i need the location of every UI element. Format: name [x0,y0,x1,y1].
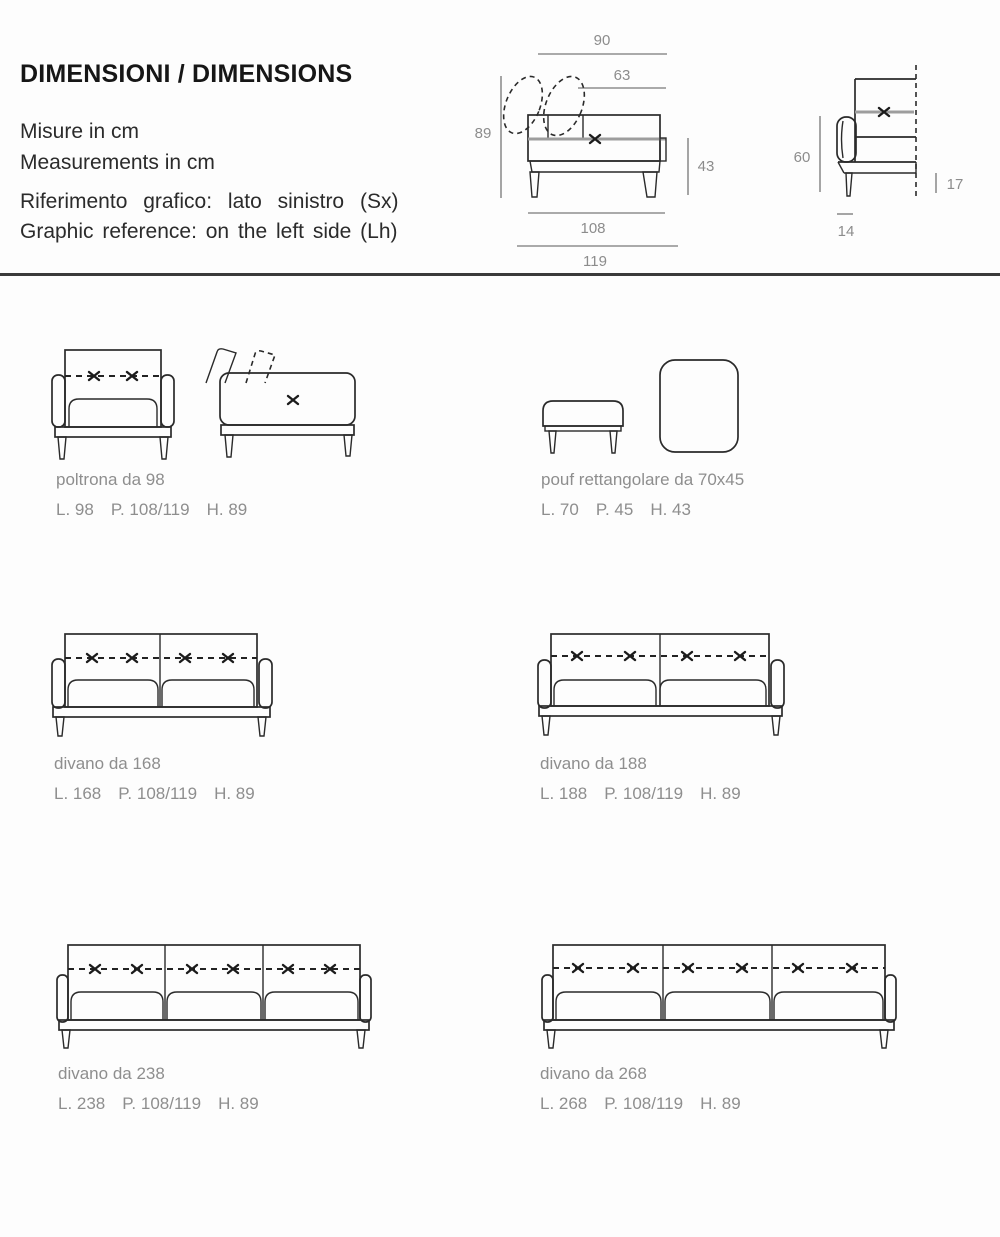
leg-outline [56,717,64,736]
leg-outline [549,431,556,453]
sofa-side-drawing [496,71,666,197]
product-name-divano-168: divano da 168 [54,754,161,773]
sofa-188-front-view-drawing [536,630,786,740]
dim-back-width-value: 63 [613,67,631,84]
dim-seat-height-value: 43 [697,158,715,175]
stitch-mark-icon [132,965,142,973]
graphic-reference-english: Graphic reference: on the left side (Lh) [20,220,398,243]
dim-depth: P. 108/119 [604,784,684,803]
stitch-mark-icon [683,964,693,972]
dim-seat-depth-value: 108 [580,220,606,237]
arm-drawing [837,65,916,200]
sofa-268-front-view-drawing [540,940,900,1052]
depth-63-dimension [578,67,666,88]
seat-cushion-outline [265,992,358,1020]
leg-outline [542,716,550,735]
product-dimensions-poltrona [56,500,247,520]
seat-cushion-outline [162,680,254,707]
product-name-poltrona: poltrona da 98 [56,470,165,489]
seat-cushion-outline [665,992,770,1020]
seat-cushion-outline [69,399,157,427]
dim-height: H. 89 [700,1094,741,1113]
product-dimensions-divano-168 [54,784,255,804]
leg-outline [225,435,233,457]
pouf-front-view-drawing [540,398,630,458]
dim-back-height-value: 60 [793,149,811,166]
armrest-outline [52,659,65,708]
section-divider [0,273,1000,276]
stitch-mark-icon [288,396,298,404]
leg-outline [160,437,168,459]
armrest-outline [52,375,65,427]
dim-height: H. 89 [206,500,248,519]
armchair-front-view-drawing [50,345,180,463]
dim-arm-width-value: 14 [837,223,855,240]
stitch-mark-icon [187,965,197,973]
product-dimensions-divano-188 [540,784,741,804]
leg-outline [258,717,266,736]
seat-cushion-outline [660,680,766,706]
dim-length: L. 238 [58,1094,106,1113]
dim-length: L. 70 [541,500,579,519]
pouf-top-view-drawing [657,357,743,457]
product-name-pouf: pouf rettangolare da 70x45 [541,470,745,489]
dim-top-width-value: 90 [593,32,611,49]
product-name-divano-268: divano da 268 [540,1064,647,1083]
dim-length: L. 188 [540,784,588,803]
stitch-mark-icon [573,964,583,972]
units-note-italian: Misure in cm [20,120,140,143]
dim-height: H. 89 [700,784,741,803]
product-name-divano-188: divano da 188 [540,754,647,773]
dim-total-depth-value: 119 [583,253,607,270]
foot-height-17-dimension [936,173,963,193]
back-cushion-outline [246,351,275,383]
armrest-outline [885,975,896,1022]
seat-cushion-outline [71,992,163,1020]
armrest-outline [57,975,68,1022]
armchair-side-view-drawing [198,345,360,463]
graphic-reference-italian: Riferimento grafico: lato sinistro (Sx) [20,190,399,213]
arm-width-14-dimension [837,214,854,240]
product-dimensions-divano-268 [540,1094,741,1114]
product-name-divano-238: divano da 238 [58,1064,165,1083]
stitch-mark-icon [628,964,638,972]
dim-depth: P. 108/119 [118,784,198,803]
leg-outline [610,431,617,453]
product-dimensions-divano-238 [58,1094,259,1114]
dim-foot-height-value: 17 [946,176,964,193]
armrest-outline [360,975,371,1022]
seat-cushion-outline [68,680,158,707]
dim-length: L. 168 [54,784,102,803]
leg-outline [62,1030,70,1048]
armrest-outline [161,375,174,427]
units-note-english: Measurements in cm [20,151,215,174]
dim-height: H. 89 [214,784,255,803]
page-title: DIMENSIONI / DIMENSIONS [20,60,353,88]
seat-height-43-dimension [688,138,714,195]
dim-height-value: 89 [474,125,492,142]
leg-outline [772,716,780,735]
sofa-side-view-dimension-drawing [470,25,720,270]
back-cushion-outline [536,71,593,142]
stitch-mark-icon [793,964,803,972]
sofa-238-front-view-drawing [56,940,376,1052]
seat-cushion-outline [774,992,883,1020]
dim-length: L. 98 [56,500,94,519]
front-leg-outline [846,173,852,196]
armrest-outline [538,660,551,708]
armrest-outline [259,659,272,708]
seat-cushion-outline [167,992,261,1020]
leg-outline [880,1030,888,1048]
seat-cushion-outline [556,992,661,1020]
arm-detail-dimension-drawing [780,40,970,260]
dim-depth: P. 108/119 [604,1094,684,1113]
leg-outline [357,1030,365,1048]
dim-length: L. 268 [540,1094,588,1113]
back-cushion-outline [496,71,550,139]
height-89-dimension [475,76,501,198]
depth-90-dimension [538,32,667,54]
leg-outline [547,1030,555,1048]
leg-outline [344,435,352,456]
armrest-outline [771,660,784,708]
dim-depth: P. 108/119 [110,500,190,519]
dim-depth: P. 108/119 [122,1094,202,1113]
depth-119-dimension [517,246,678,270]
dim-height: H. 43 [650,500,691,519]
dim-depth: P. 45 [595,500,634,519]
leg-outline [58,437,66,459]
back-height-60-dimension [794,116,820,192]
depth-108-dimension [528,213,665,237]
dim-height: H. 89 [218,1094,259,1113]
armrest-outline [542,975,553,1022]
armrest-outline [837,117,856,162]
seat-cushion-outline [554,680,656,706]
sofa-168-front-view-drawing [50,630,275,740]
product-dimensions-pouf [541,500,691,520]
